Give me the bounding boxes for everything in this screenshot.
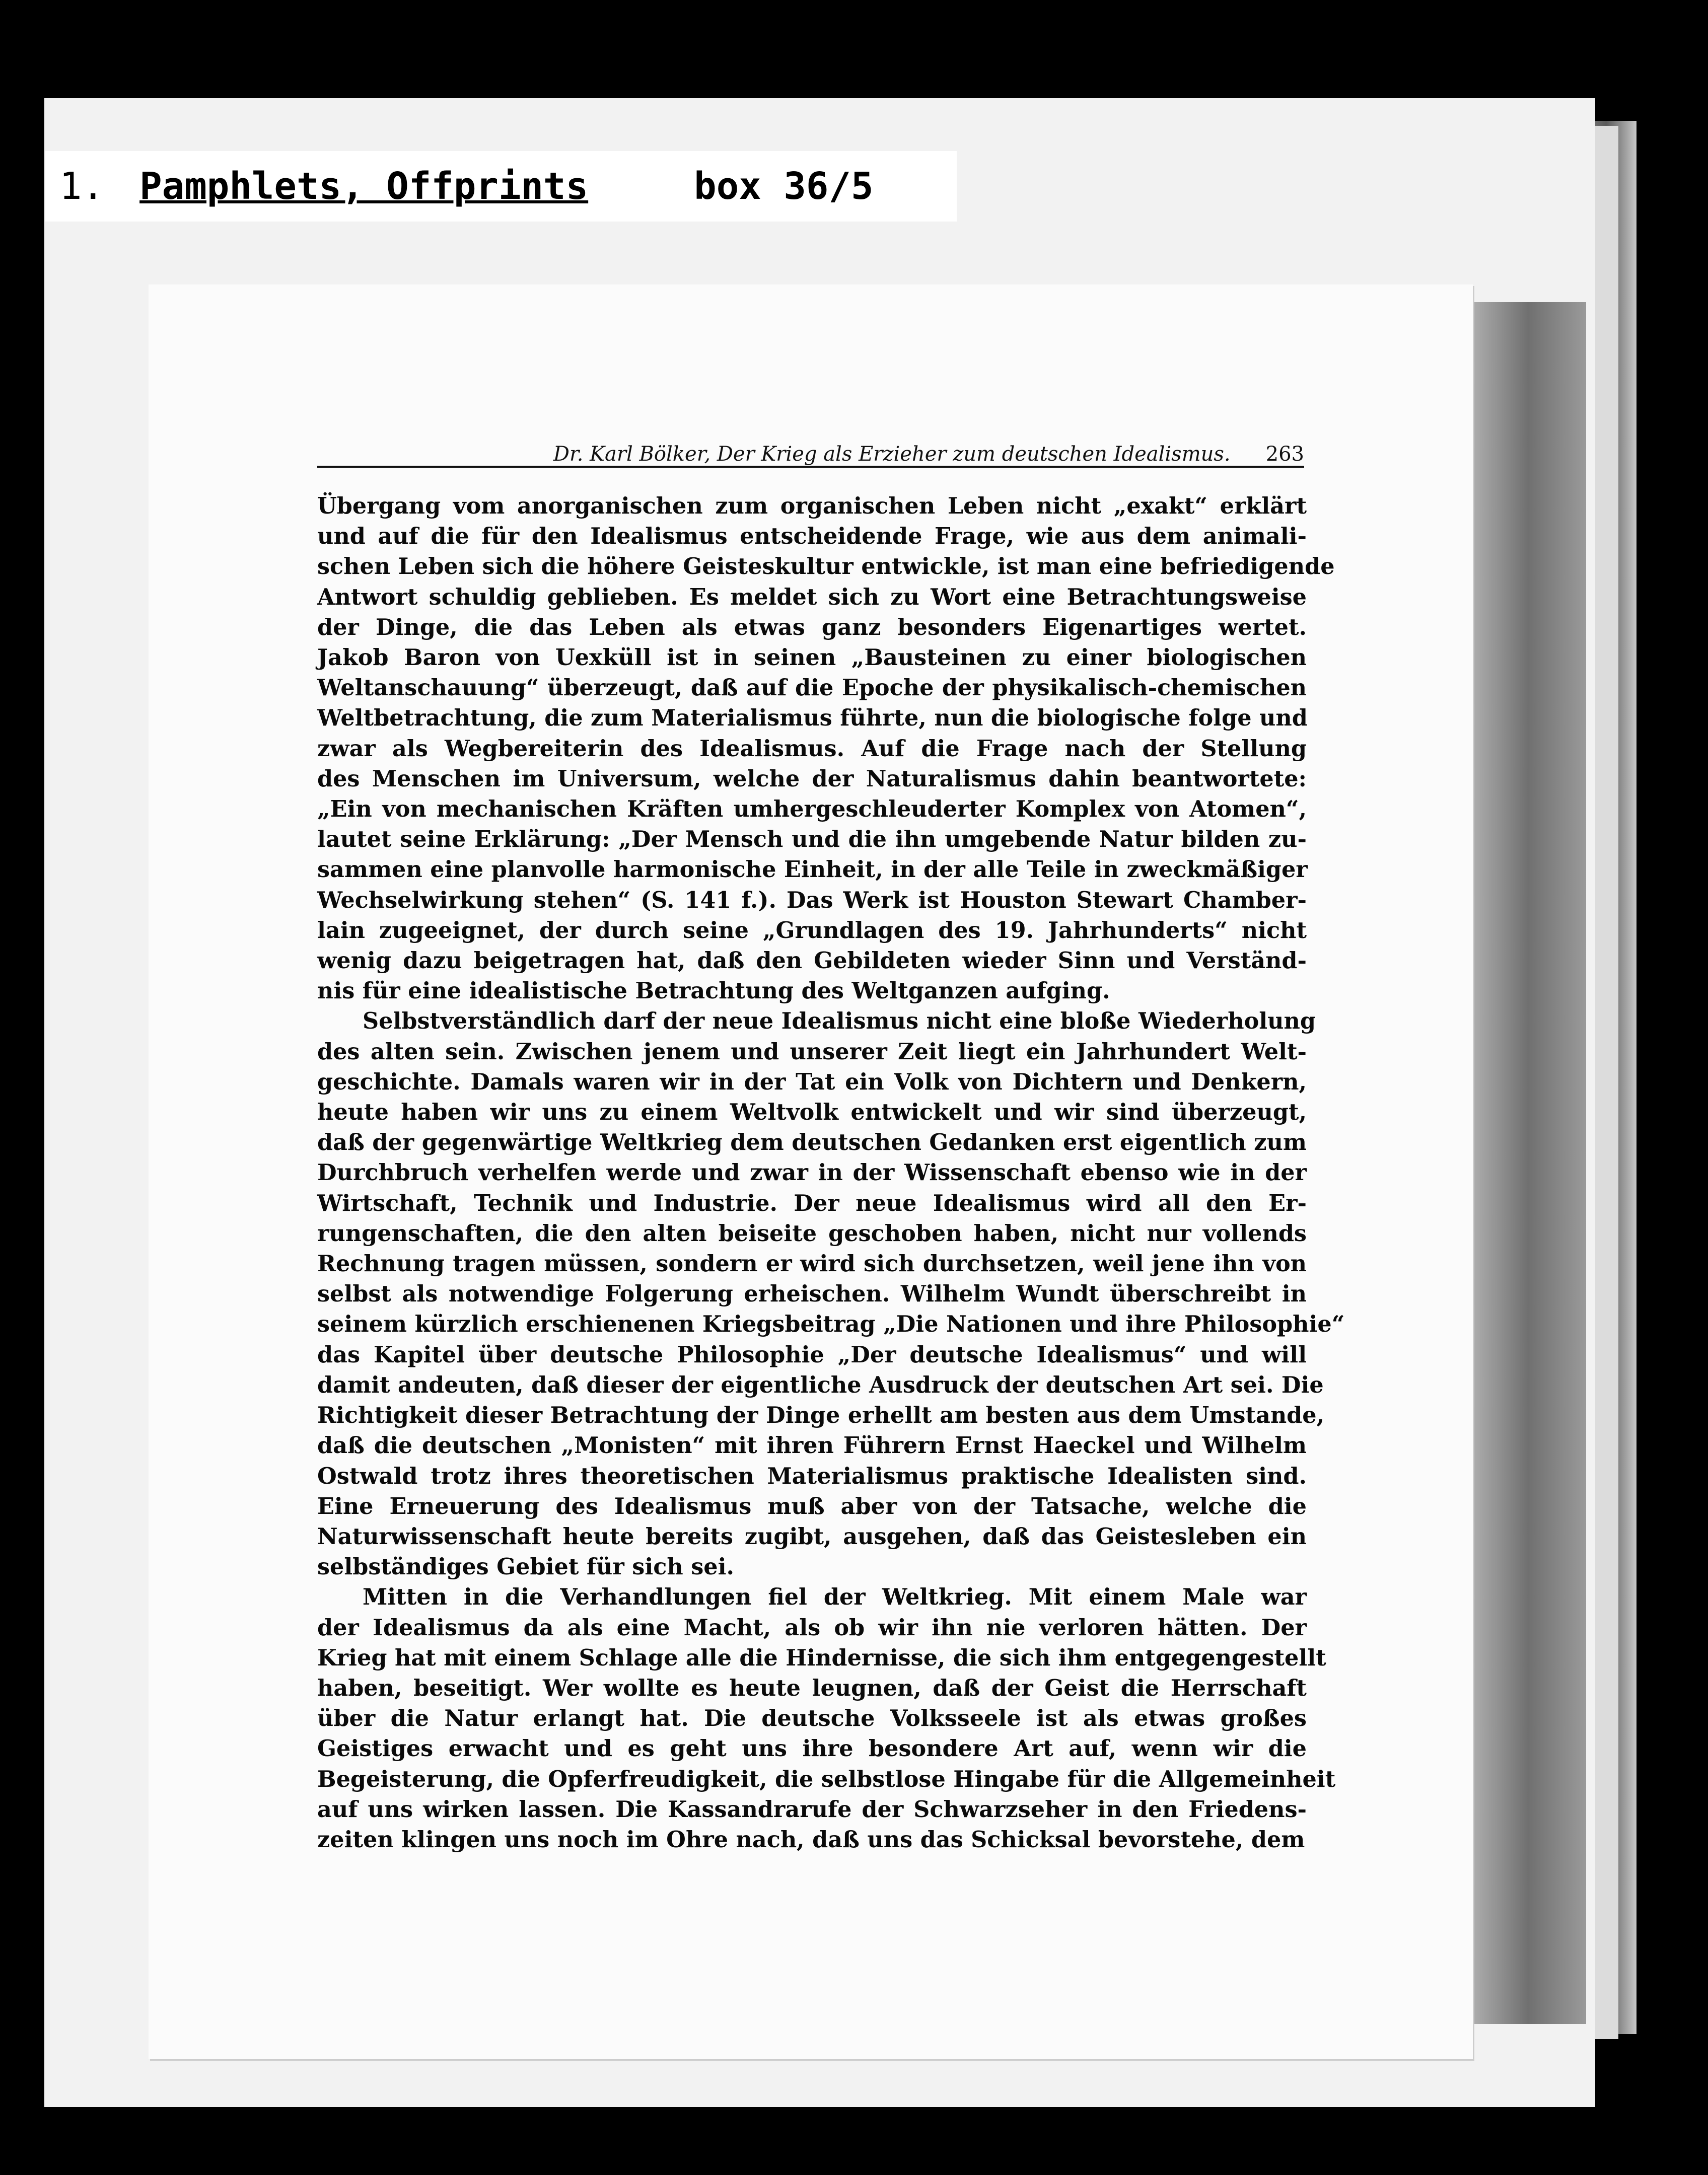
- text-line: Wechselwirkung stehen“ (S. 141 f.). Das Werk ist Houston Stewart Chamber-: [317, 887, 1307, 913]
- text-line: „Ein von mechanischen Kräften umhergeschleuderter Komplex von Atomen“,: [317, 796, 1307, 823]
- text-line: schen Leben sich die höhere Geisteskultur entwickle, ist man eine befriedigende: [317, 553, 1335, 580]
- running-title: Dr. Karl Bölker, Der Krieg als Erzieher zum deutschen Idealismus.: [553, 443, 1231, 466]
- text-line: und auf die für den Idealismus entscheidende Frage, wie aus dem animali-: [317, 523, 1307, 550]
- text-line: Ostwald trotz ihres theoretischen Materialismus praktische Idealisten sind.: [317, 1463, 1307, 1489]
- text-line: Weltbetrachtung, die zum Materialismus führte, nun die biologische folge und: [317, 705, 1308, 732]
- text-line: daß die deutschen „Monisten“ mit ihren Führern Ernst Haeckel und Wilhelm: [317, 1432, 1307, 1459]
- page-header: [317, 430, 1304, 468]
- text-line: Geistiges erwacht und es geht uns ihre besondere Art auf, wenn wir die: [317, 1735, 1307, 1762]
- text-line: selbst als notwendige Folgerung erheischen. Wilhelm Wundt überschreibt in: [317, 1281, 1307, 1308]
- text-line: zeiten klingen uns noch im Ohre nach, daß uns das Schicksal bevorstehe, dem: [317, 1826, 1305, 1853]
- page-number: 263: [1265, 443, 1304, 466]
- text-line: Rechnung tragen müssen, sondern er wird sich durchsetzen, weil jene ihn von: [317, 1251, 1307, 1277]
- text-line: damit andeuten, daß dieser der eigentliche Ausdruck der deutschen Art sei. Die: [317, 1371, 1324, 1398]
- text-line: der Dinge, die das Leben als etwas ganz besonders Eigenartiges wertet.: [317, 614, 1307, 640]
- text-line: Wirtschaft, Technik und Industrie. Der neue Idealismus wird all den Er-: [317, 1190, 1307, 1216]
- text-line: nis für eine idealistische Betrachtung des Weltganzen aufging.: [317, 978, 1110, 1004]
- document-page: [149, 284, 1473, 2059]
- text-line: Mitten in die Verhandlungen fiel der Weltkrieg. Mit einem Male war: [363, 1584, 1307, 1611]
- text-line: Eine Erneuerung des Idealismus muß aber von der Tatsache, welche die: [317, 1493, 1307, 1519]
- text-line: sammen eine planvolle harmonische Einheit, in der alle Teile in zweckmäßiger: [317, 856, 1308, 883]
- text-line: der Idealismus da als eine Macht, als ob wir ihn nie verloren hätten. Der: [317, 1614, 1307, 1641]
- text-line: Krieg hat mit einem Schlage alle die Hindernisse, die sich ihm entgegengestellt: [317, 1644, 1326, 1671]
- text-line: Weltanschauung“ überzeugt, daß auf die Epoche der physikalisch-chemischen: [317, 675, 1307, 701]
- body-text: [317, 491, 1345, 1855]
- text-line: Jakob Baron von Uexküll ist in seinen „Bausteinen zu einer biologischen: [317, 644, 1307, 671]
- text-line: des alten sein. Zwischen jenem und unserer Zeit liegt ein Jahrhundert Welt-: [317, 1038, 1307, 1065]
- text-line: auf uns wirken lassen. Die Kassandrarufe der Schwarzseher in den Friedens-: [317, 1796, 1307, 1823]
- archive-number: 1.: [59, 165, 105, 208]
- text-line: Begeisterung, die Opferfreudigkeit, die selbstlose Hingabe für die Allgemeinheit: [317, 1766, 1336, 1792]
- text-line: Durchbruch verhelfen werde und zwar in der Wissenschaft ebenso wie in der: [317, 1159, 1307, 1186]
- text-line: heute haben wir uns zu einem Weltvolk entwickelt und wir sind überzeugt,: [317, 1099, 1307, 1126]
- text-line: lautet seine Erklärung: „Der Mensch und die ihn umgebende Natur bilden zu-: [317, 826, 1307, 853]
- text-line: Selbstverständlich darf der neue Idealismus nicht eine bloße Wiederholung: [363, 1008, 1316, 1035]
- archive-label: [45, 151, 957, 222]
- text-line: haben, beseitigt. Wer wollte es heute leugnen, daß der Geist die Herrschaft: [317, 1675, 1307, 1701]
- archive-title: Pamphlets, Offprints: [139, 165, 589, 208]
- back-sheet-border: [1591, 126, 1618, 2039]
- text-line: Übergang vom anorganischen zum organischen Leben nicht „exakt“ erklärt: [317, 493, 1307, 519]
- text-line: zwar als Wegbereiterin des Idealismus. Auf die Frage nach der Stellung: [317, 735, 1307, 762]
- text-line: Antwort schuldig geblieben. Es meldet sich zu Wort eine Betrachtungsweise: [317, 584, 1307, 610]
- page-shadow: [1470, 302, 1586, 2024]
- text-line: das Kapitel über deutsche Philosophie „Der deutsche Idealismus“ und will: [317, 1341, 1307, 1368]
- text-line: rungenschaften, die den alten beiseite geschoben haben, nicht nur vollends: [317, 1220, 1307, 1247]
- text-line: des Menschen im Universum, welche der Naturalismus dahin beantwortete:: [317, 765, 1307, 792]
- text-line: daß der gegenwärtige Weltkrieg dem deutschen Gedanken erst eigentlich zum: [317, 1129, 1307, 1156]
- text-line: wenig dazu beigetragen hat, daß den Gebildeten wieder Sinn und Verständ-: [317, 948, 1307, 974]
- text-line: lain zugeeignet, der durch seine „Grundlagen des 19. Jahrhunderts“ nicht: [317, 917, 1307, 944]
- text-line: seinem kürzlich erschienenen Kriegsbeitrag „Die Nationen und ihre Philosophie“: [317, 1311, 1345, 1338]
- text-line: geschichte. Damals waren wir in der Tat ein Volk von Dichtern und Denkern,: [317, 1068, 1307, 1095]
- archive-box: box 36/5: [694, 165, 874, 208]
- text-line: selbständiges Gebiet für sich sei.: [317, 1554, 734, 1580]
- text-line: Naturwissenschaft heute bereits zugibt, ausgehen, daß das Geistesleben ein: [317, 1523, 1307, 1550]
- text-line: über die Natur erlangt hat. Die deutsche Volksseele ist als etwas großes: [317, 1705, 1307, 1732]
- text-line: Richtigkeit dieser Betrachtung der Dinge erhellt am besten aus dem Umstande,: [317, 1402, 1325, 1429]
